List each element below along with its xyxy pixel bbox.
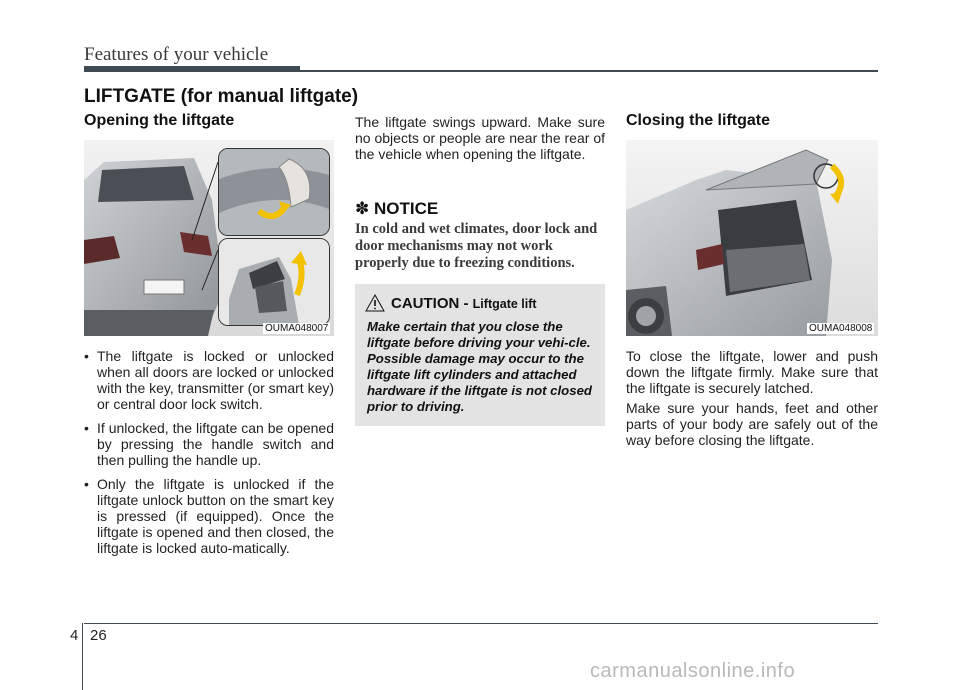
running-header: Features of your vehicle (84, 44, 269, 65)
chapter-number: 4 (70, 627, 79, 644)
opening-heading: Opening the liftgate (84, 112, 235, 129)
handle-switch-illustration (219, 149, 329, 235)
closing-paragraph-2: Make sure your hands, feet and other parts of your body are safely out of the way before closing the liftgate. (626, 400, 878, 448)
open-liftgate-inset (218, 238, 330, 326)
bullet-dot: • (84, 348, 89, 364)
bullet-text: If unlocked, the liftgate can be opened by pressing the handle switch and then pulling the handle up. (97, 420, 334, 468)
footer-divider (82, 623, 83, 690)
warning-triangle-icon (365, 294, 385, 312)
caution-text: Make certain that you close the liftgate before driving your vehi-cle. Possible damage may occur to the liftgate lift cylinders and attached hardware if the liftgate is not closed prior to driving. (367, 319, 592, 414)
swing-paragraph: The liftgate swings upward. Make sure no objects or people are near the rear of the vehicle when opening the liftgate. (355, 114, 605, 162)
closing-heading: Closing the liftgate (626, 112, 770, 129)
handle-inset (218, 148, 330, 236)
suv-open-liftgate-illustration (626, 140, 878, 336)
notice-title: ✽ NOTICE (355, 199, 439, 218)
caution-box (355, 284, 605, 426)
bullet-text: The liftgate is locked or unlocked when all doors are locked or unlocked with the key, transmitter (or smart key) or central door lock switch. (97, 348, 335, 412)
open-liftgate-illustration (219, 239, 329, 325)
caution-title (391, 295, 537, 312)
section-title: LIFTGATE (for manual liftgate) (84, 86, 359, 107)
bullet-item (84, 420, 334, 468)
image-code-closing: OUMA048008 (809, 323, 873, 334)
footer-rule (84, 623, 878, 624)
closing-illustration (626, 140, 878, 336)
bullet-dot: • (84, 420, 89, 436)
watermark: carmanualsonline.info (590, 660, 796, 682)
header-bar (84, 66, 300, 72)
notice-text: In cold and wet climates, door lock and door mechanisms may not work properly due to freezing conditions. (355, 221, 598, 271)
bullet-item (84, 348, 334, 412)
caution-label: CAUTION - (391, 295, 473, 312)
opening-bullet-list (84, 348, 334, 564)
bullet-item (84, 476, 334, 556)
image-code-opening: OUMA048007 (265, 323, 329, 334)
closing-paragraph-1: To close the liftgate, lower and push down the liftgate firmly. Make sure that the liftgate is securely latched. (626, 348, 878, 396)
page-number: 26 (90, 627, 107, 644)
caution-subtitle: Liftgate lift (472, 297, 537, 311)
header-rule (300, 70, 878, 72)
bullet-dot: • (84, 476, 89, 492)
bullet-text: Only the liftgate is unlocked if the liftgate unlock button on the smart key is pressed (if equipped). Once the liftgate is opened and then closed, the liftgate is locked auto-matically. (97, 476, 334, 556)
